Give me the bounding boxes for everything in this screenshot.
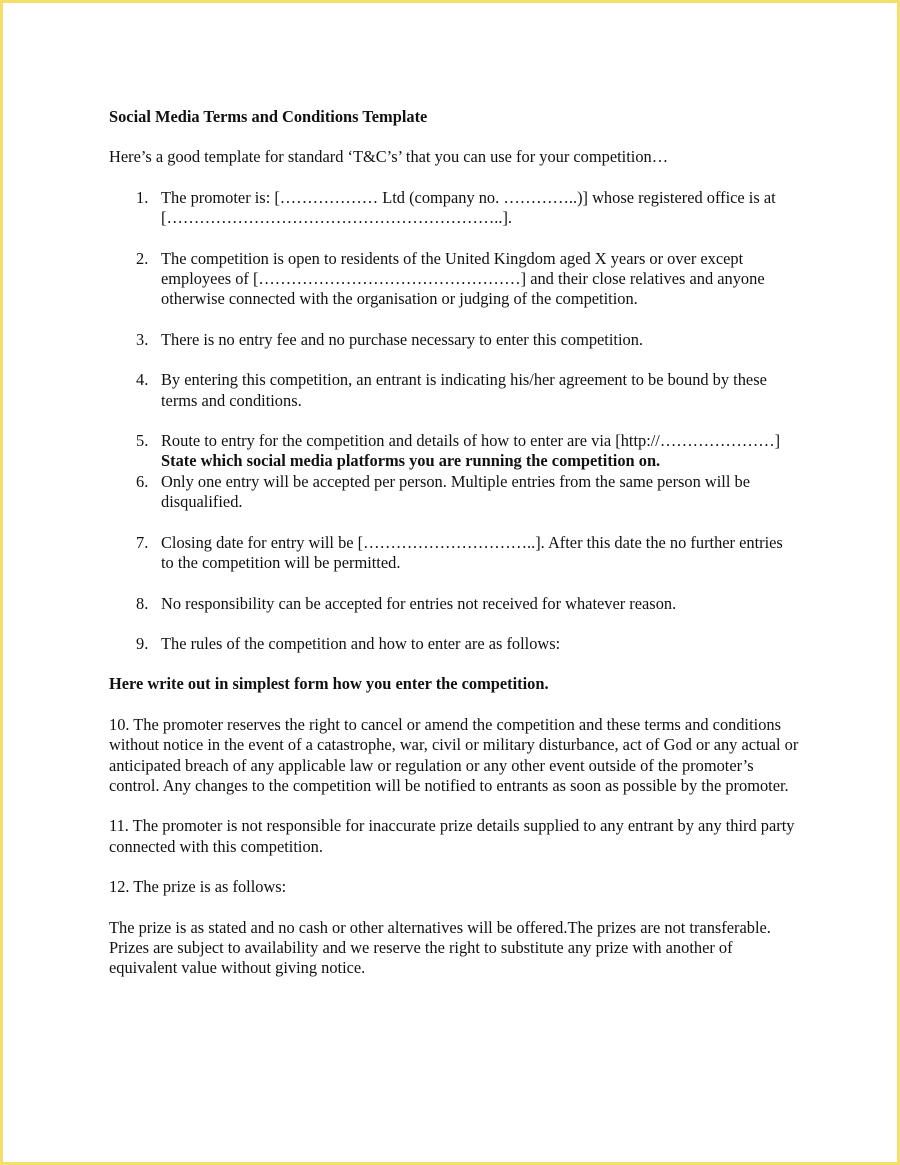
item-text: No responsibility can be accepted for entries not received for whatever reason. xyxy=(161,593,677,613)
list-item xyxy=(109,634,799,654)
item-number: 6. xyxy=(136,471,149,491)
item-number: 4. xyxy=(136,370,149,390)
item-text-plain: Route to entry for the competition and details of how to enter are via [http://…………………] xyxy=(161,431,781,451)
entry-instruction: Here write out in simplest form how you enter the competition. xyxy=(109,674,549,694)
item-text: The rules of the competition and how to enter are as follows: xyxy=(161,633,561,653)
item-number: 1. xyxy=(136,187,149,207)
document-title: Social Media Terms and Conditions Template xyxy=(109,107,428,126)
item-number: 7. xyxy=(136,532,149,552)
item-number: 3. xyxy=(136,329,149,349)
intro-paragraph: Here’s a good template for standard ‘T&C’s’ that you can use for your competition… xyxy=(109,147,669,167)
prize-paragraph: The prize is as stated and no cash or other alternatives will be offered.The prizes are not transferable. Prizes are subject to availability and we reserve the right to substitute any prize with another of equivalent value without giving notice. xyxy=(109,917,771,978)
clause-10: 10. The promoter reserves the right to cancel or amend the competition and these terms and conditions without notice in the event of a catastrophe, war, civil or military disturbance, act of God or any actual or anticipated breach of any applicable law or regulation or any other event outside of the promoter’s control. Any changes to the competition will be notified to entrants as soon as possible by the promoter. xyxy=(109,714,799,795)
item-number: 9. xyxy=(136,633,149,653)
list-item xyxy=(109,431,799,472)
clause-12: 12. The prize is as follows: xyxy=(109,877,287,897)
list-item xyxy=(109,370,799,411)
item-text: There is no entry fee and no purchase necessary to enter this competition. xyxy=(161,329,643,349)
item-text: Only one entry will be accepted per person. Multiple entries from the same person will be disqualified. xyxy=(161,471,750,512)
item-text: The promoter is: [……………… Ltd (company no. …………..)] whose registered office is at [……………………………………………………..]. xyxy=(161,187,776,228)
item-text xyxy=(161,431,799,472)
item-text: By entering this competition, an entrant is indicating his/her agreement to be bound by these terms and conditions. xyxy=(161,370,767,410)
item-number: 8. xyxy=(136,593,149,613)
item-text: The competition is open to residents of the United Kingdom aged X years or over except employees of […………………………………………] and their close relatives and anyone otherwise connected with the organisation or judging of the competition. xyxy=(161,248,765,309)
list-item xyxy=(109,188,799,229)
list-item xyxy=(109,472,799,513)
list-item xyxy=(109,594,799,614)
document-body xyxy=(109,107,799,999)
list-item xyxy=(109,330,799,350)
item-number: 2. xyxy=(136,248,149,268)
item-number: 5. xyxy=(136,431,149,451)
item-text: Closing date for entry will be […………………………..]. After this date the no further entries to the competition will be permitted. xyxy=(161,532,783,573)
terms-list xyxy=(109,188,799,655)
item-text-bold: State which social media platforms you are running the competition on. xyxy=(161,451,661,471)
list-item xyxy=(109,533,799,574)
list-item xyxy=(109,249,799,310)
clause-11: 11. The promoter is not responsible for inaccurate prize details supplied to any entrant by any third party connected with this competition. xyxy=(109,816,795,856)
